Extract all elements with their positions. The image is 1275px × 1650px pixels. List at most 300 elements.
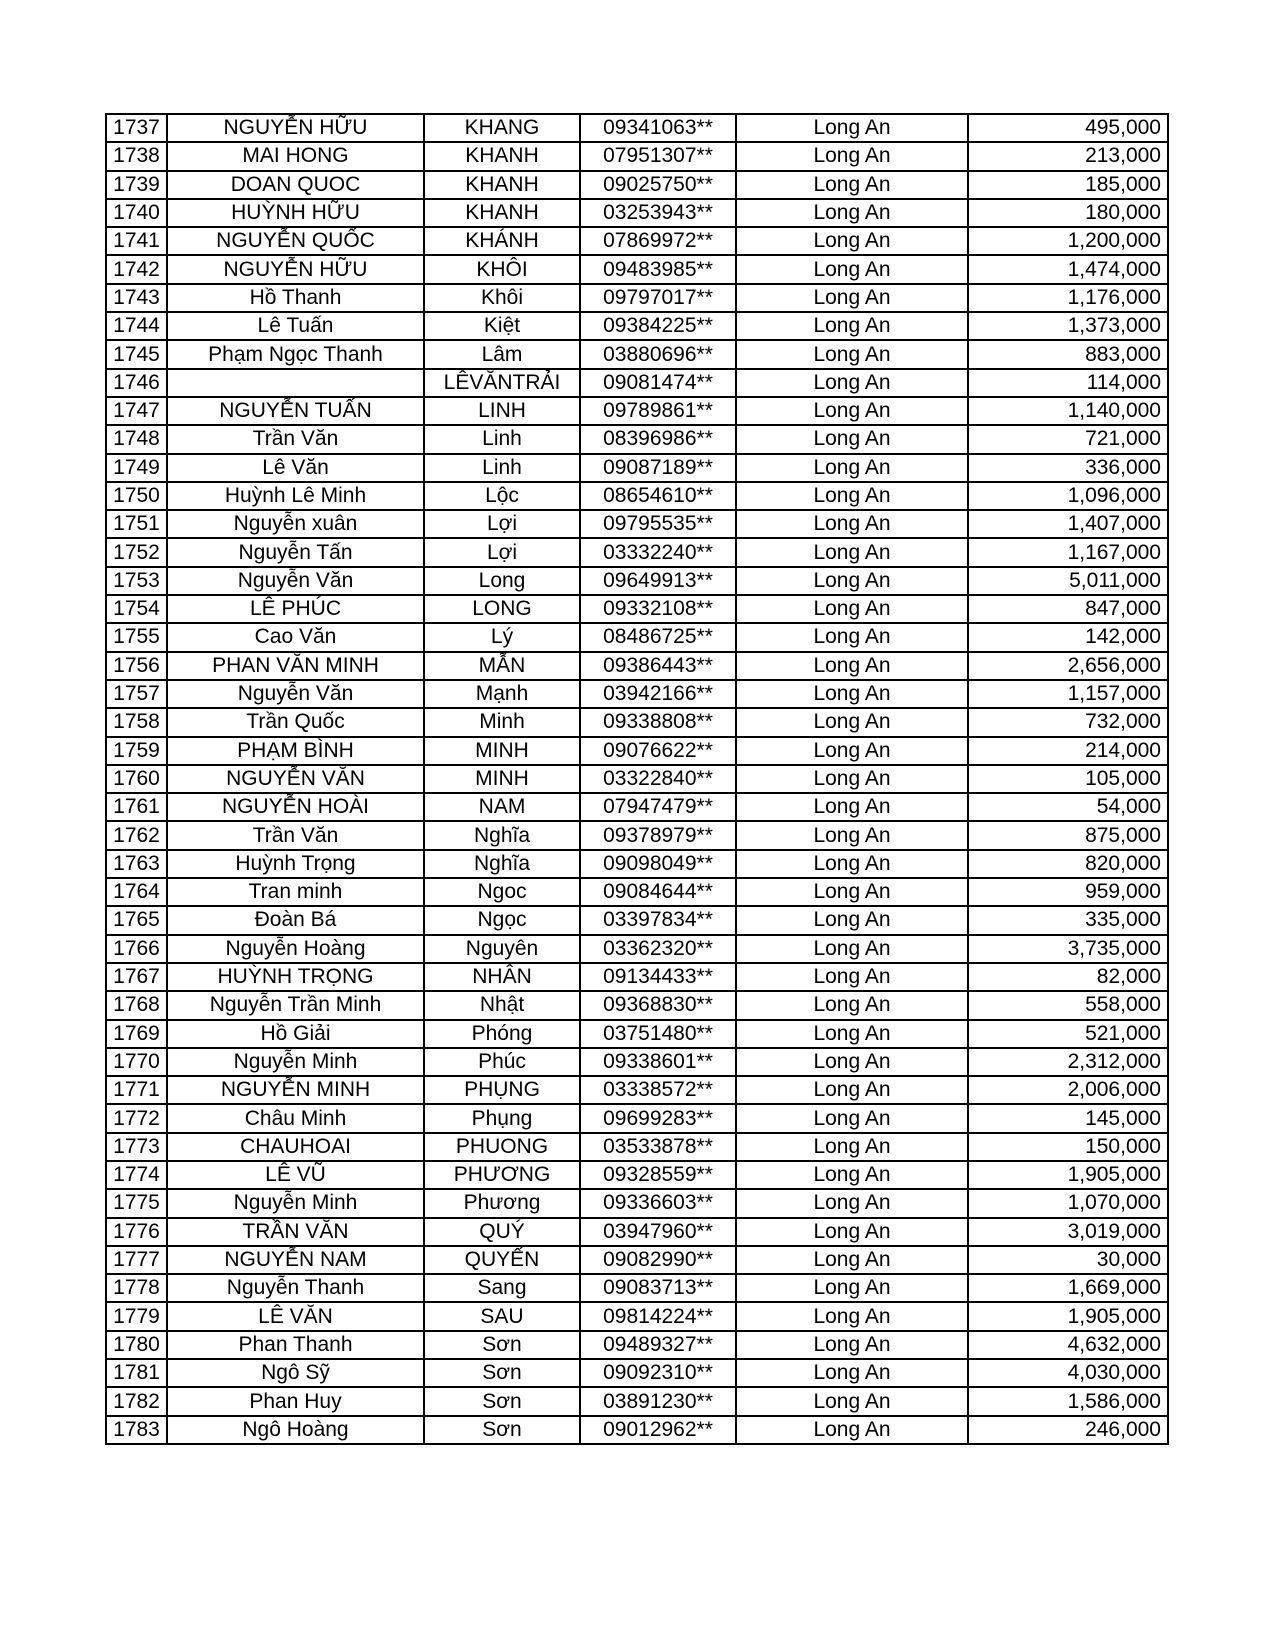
- family-name-cell: Phan Huy: [167, 1387, 424, 1415]
- family-name-cell: Lê Tuấn: [167, 312, 424, 340]
- province-cell: Long An: [736, 1020, 968, 1048]
- given-name-cell: Linh: [424, 454, 580, 482]
- amount-cell: 335,000: [968, 906, 1168, 934]
- province-cell: Long An: [736, 1133, 968, 1161]
- province-cell: Long An: [736, 1218, 968, 1246]
- province-cell: Long An: [736, 171, 968, 199]
- province-cell: Long An: [736, 1416, 968, 1444]
- amount-cell: 847,000: [968, 595, 1168, 623]
- phone-cell: 09025750**: [580, 171, 736, 199]
- row-number-cell: 1739: [106, 171, 167, 199]
- given-name-cell: Sơn: [424, 1387, 580, 1415]
- province-cell: Long An: [736, 652, 968, 680]
- phone-cell: 03253943**: [580, 199, 736, 227]
- row-number-cell: 1748: [106, 425, 167, 453]
- province-cell: Long An: [736, 850, 968, 878]
- table-row: [106, 1302, 1168, 1330]
- row-number-cell: 1750: [106, 482, 167, 510]
- family-name-cell: MAI HONG: [167, 142, 424, 170]
- table-row: [106, 340, 1168, 368]
- phone-cell: 09338601**: [580, 1048, 736, 1076]
- province-cell: Long An: [736, 793, 968, 821]
- province-cell: Long An: [736, 595, 968, 623]
- family-name-cell: HUỲNH TRỌNG: [167, 963, 424, 991]
- given-name-cell: PHƯƠNG: [424, 1161, 580, 1189]
- phone-cell: 09336603**: [580, 1189, 736, 1217]
- table-row: [106, 142, 1168, 170]
- given-name-cell: Phương: [424, 1189, 580, 1217]
- table-row: [106, 1246, 1168, 1274]
- row-number-cell: 1764: [106, 878, 167, 906]
- phone-cell: 03880696**: [580, 340, 736, 368]
- table-row: [106, 312, 1168, 340]
- table-row: [106, 1076, 1168, 1104]
- family-name-cell: Lê Văn: [167, 454, 424, 482]
- phone-cell: 09368830**: [580, 991, 736, 1019]
- amount-cell: 721,000: [968, 425, 1168, 453]
- family-name-cell: Nguyễn Minh: [167, 1189, 424, 1217]
- family-name-cell: Nguyễn xuân: [167, 510, 424, 538]
- row-number-cell: 1767: [106, 963, 167, 991]
- given-name-cell: LÊVĂNTRẢI: [424, 369, 580, 397]
- amount-cell: 82,000: [968, 963, 1168, 991]
- phone-cell: 09134433**: [580, 963, 736, 991]
- row-number-cell: 1741: [106, 227, 167, 255]
- given-name-cell: Phúc: [424, 1048, 580, 1076]
- row-number-cell: 1752: [106, 538, 167, 566]
- row-number-cell: 1781: [106, 1359, 167, 1387]
- given-name-cell: KHÁNH: [424, 227, 580, 255]
- phone-cell: 09814224**: [580, 1302, 736, 1330]
- province-cell: Long An: [736, 142, 968, 170]
- table-row: [106, 397, 1168, 425]
- family-name-cell: Phan Thanh: [167, 1331, 424, 1359]
- row-number-cell: 1740: [106, 199, 167, 227]
- amount-cell: 4,030,000: [968, 1359, 1168, 1387]
- amount-cell: 5,011,000: [968, 567, 1168, 595]
- given-name-cell: KHANH: [424, 171, 580, 199]
- row-number-cell: 1749: [106, 454, 167, 482]
- phone-cell: 09332108**: [580, 595, 736, 623]
- phone-cell: 09084644**: [580, 878, 736, 906]
- family-name-cell: Nguyễn Minh: [167, 1048, 424, 1076]
- family-name-cell: Nguyễn Hoàng: [167, 935, 424, 963]
- table-row: [106, 199, 1168, 227]
- amount-cell: 213,000: [968, 142, 1168, 170]
- province-cell: Long An: [736, 397, 968, 425]
- phone-cell: 09012962**: [580, 1416, 736, 1444]
- family-name-cell: Trần Quốc: [167, 708, 424, 736]
- row-number-cell: 1770: [106, 1048, 167, 1076]
- row-number-cell: 1780: [106, 1331, 167, 1359]
- family-name-cell: NGUYỄN HOÀI: [167, 793, 424, 821]
- family-name-cell: NGUYỄN HỮU: [167, 255, 424, 283]
- amount-cell: 4,632,000: [968, 1331, 1168, 1359]
- amount-cell: 1,373,000: [968, 312, 1168, 340]
- phone-cell: 09098049**: [580, 850, 736, 878]
- table-row: [106, 114, 1168, 142]
- given-name-cell: Linh: [424, 425, 580, 453]
- province-cell: Long An: [736, 765, 968, 793]
- given-name-cell: Mạnh: [424, 680, 580, 708]
- phone-cell: 03942166**: [580, 680, 736, 708]
- family-name-cell: Huỳnh Trọng: [167, 850, 424, 878]
- row-number-cell: 1782: [106, 1387, 167, 1415]
- given-name-cell: Phóng: [424, 1020, 580, 1048]
- amount-cell: 336,000: [968, 454, 1168, 482]
- family-name-cell: NGUYỄN MINH: [167, 1076, 424, 1104]
- province-cell: Long An: [736, 340, 968, 368]
- row-number-cell: 1743: [106, 284, 167, 312]
- province-cell: Long An: [736, 312, 968, 340]
- given-name-cell: MẪN: [424, 652, 580, 680]
- family-name-cell: Nguyễn Văn: [167, 680, 424, 708]
- table-row: [106, 878, 1168, 906]
- province-cell: Long An: [736, 963, 968, 991]
- family-name-cell: LÊ PHÚC: [167, 595, 424, 623]
- family-name-cell: Đoàn Bá: [167, 906, 424, 934]
- table-row: [106, 369, 1168, 397]
- amount-cell: 1,096,000: [968, 482, 1168, 510]
- given-name-cell: NHÂN: [424, 963, 580, 991]
- province-cell: Long An: [736, 1104, 968, 1132]
- table-row: [106, 737, 1168, 765]
- given-name-cell: Khôi: [424, 284, 580, 312]
- table-row: [106, 1359, 1168, 1387]
- table-row: [106, 991, 1168, 1019]
- given-name-cell: Lộc: [424, 482, 580, 510]
- family-name-cell: Hồ Giải: [167, 1020, 424, 1048]
- table-row: [106, 510, 1168, 538]
- phone-cell: 09092310**: [580, 1359, 736, 1387]
- given-name-cell: Sơn: [424, 1416, 580, 1444]
- province-cell: Long An: [736, 1302, 968, 1330]
- amount-cell: 105,000: [968, 765, 1168, 793]
- row-number-cell: 1760: [106, 765, 167, 793]
- province-cell: Long An: [736, 114, 968, 142]
- province-cell: Long An: [736, 878, 968, 906]
- phone-cell: 03891230**: [580, 1387, 736, 1415]
- table-row: [106, 1020, 1168, 1048]
- table-row: [106, 623, 1168, 651]
- table-row: [106, 1104, 1168, 1132]
- row-number-cell: 1738: [106, 142, 167, 170]
- row-number-cell: 1772: [106, 1104, 167, 1132]
- row-number-cell: 1758: [106, 708, 167, 736]
- phone-cell: 03338572**: [580, 1076, 736, 1104]
- given-name-cell: Lý: [424, 623, 580, 651]
- table-row: [106, 171, 1168, 199]
- province-cell: Long An: [736, 199, 968, 227]
- table-row: [106, 284, 1168, 312]
- given-name-cell: LINH: [424, 397, 580, 425]
- row-number-cell: 1769: [106, 1020, 167, 1048]
- given-name-cell: Minh: [424, 708, 580, 736]
- province-cell: Long An: [736, 1387, 968, 1415]
- row-number-cell: 1766: [106, 935, 167, 963]
- table-row: [106, 227, 1168, 255]
- amount-cell: 150,000: [968, 1133, 1168, 1161]
- amount-cell: 3,735,000: [968, 935, 1168, 963]
- phone-cell: 09378979**: [580, 821, 736, 849]
- province-cell: Long An: [736, 1331, 968, 1359]
- given-name-cell: KHANH: [424, 199, 580, 227]
- amount-cell: 246,000: [968, 1416, 1168, 1444]
- row-number-cell: 1756: [106, 652, 167, 680]
- family-name-cell: TRẦN VĂN: [167, 1218, 424, 1246]
- family-name-cell: Tran minh: [167, 878, 424, 906]
- table-row: [106, 1189, 1168, 1217]
- table-row: [106, 935, 1168, 963]
- amount-cell: 1,474,000: [968, 255, 1168, 283]
- family-name-cell: NGUYỄN HỮU: [167, 114, 424, 142]
- table-row: [106, 255, 1168, 283]
- amount-cell: 2,656,000: [968, 652, 1168, 680]
- phone-cell: 03397834**: [580, 906, 736, 934]
- province-cell: Long An: [736, 1189, 968, 1217]
- family-name-cell: Trần Văn: [167, 425, 424, 453]
- table-row: [106, 1048, 1168, 1076]
- province-cell: Long An: [736, 567, 968, 595]
- given-name-cell: Sang: [424, 1274, 580, 1302]
- phone-cell: 09384225**: [580, 312, 736, 340]
- phone-cell: 09083713**: [580, 1274, 736, 1302]
- family-name-cell: [167, 369, 424, 397]
- province-cell: Long An: [736, 708, 968, 736]
- amount-cell: 142,000: [968, 623, 1168, 651]
- phone-cell: 03947960**: [580, 1218, 736, 1246]
- given-name-cell: SAU: [424, 1302, 580, 1330]
- row-number-cell: 1776: [106, 1218, 167, 1246]
- phone-cell: 09483985**: [580, 255, 736, 283]
- row-number-cell: 1759: [106, 737, 167, 765]
- amount-cell: 1,586,000: [968, 1387, 1168, 1415]
- given-name-cell: Nghĩa: [424, 821, 580, 849]
- amount-cell: 1,140,000: [968, 397, 1168, 425]
- family-name-cell: Nguyễn Văn: [167, 567, 424, 595]
- row-number-cell: 1737: [106, 114, 167, 142]
- phone-cell: 09795535**: [580, 510, 736, 538]
- given-name-cell: Lâm: [424, 340, 580, 368]
- given-name-cell: Kiệt: [424, 312, 580, 340]
- province-cell: Long An: [736, 1076, 968, 1104]
- amount-cell: 959,000: [968, 878, 1168, 906]
- row-number-cell: 1744: [106, 312, 167, 340]
- amount-cell: 214,000: [968, 737, 1168, 765]
- amount-cell: 1,200,000: [968, 227, 1168, 255]
- row-number-cell: 1768: [106, 991, 167, 1019]
- table-row: [106, 1274, 1168, 1302]
- province-cell: Long An: [736, 906, 968, 934]
- row-number-cell: 1778: [106, 1274, 167, 1302]
- table-row: [106, 680, 1168, 708]
- table-row: [106, 1133, 1168, 1161]
- row-number-cell: 1761: [106, 793, 167, 821]
- family-name-cell: Hồ Thanh: [167, 284, 424, 312]
- amount-cell: 145,000: [968, 1104, 1168, 1132]
- province-cell: Long An: [736, 454, 968, 482]
- phone-cell: 03362320**: [580, 935, 736, 963]
- table-row: [106, 850, 1168, 878]
- row-number-cell: 1755: [106, 623, 167, 651]
- province-cell: Long An: [736, 680, 968, 708]
- family-name-cell: Cao Văn: [167, 623, 424, 651]
- given-name-cell: NAM: [424, 793, 580, 821]
- given-name-cell: Nhật: [424, 991, 580, 1019]
- amount-cell: 732,000: [968, 708, 1168, 736]
- family-name-cell: CHAUHOAI: [167, 1133, 424, 1161]
- table-row: [106, 765, 1168, 793]
- row-number-cell: 1779: [106, 1302, 167, 1330]
- amount-cell: 1,176,000: [968, 284, 1168, 312]
- family-name-cell: NGUYỄN NAM: [167, 1246, 424, 1274]
- family-name-cell: NGUYỄN QUỐC: [167, 227, 424, 255]
- family-name-cell: Ngô Hoàng: [167, 1416, 424, 1444]
- table-row: [106, 595, 1168, 623]
- family-name-cell: NGUYỄN VĂN: [167, 765, 424, 793]
- row-number-cell: 1763: [106, 850, 167, 878]
- table-row: [106, 708, 1168, 736]
- given-name-cell: Long: [424, 567, 580, 595]
- province-cell: Long An: [736, 1048, 968, 1076]
- family-name-cell: LÊ VĂN: [167, 1302, 424, 1330]
- row-number-cell: 1777: [106, 1246, 167, 1274]
- given-name-cell: Lợi: [424, 538, 580, 566]
- phone-cell: 09489327**: [580, 1331, 736, 1359]
- table-row: [106, 652, 1168, 680]
- table-row: [106, 1218, 1168, 1246]
- given-name-cell: Ngoc: [424, 878, 580, 906]
- amount-cell: 30,000: [968, 1246, 1168, 1274]
- amount-cell: 114,000: [968, 369, 1168, 397]
- amount-cell: 521,000: [968, 1020, 1168, 1048]
- given-name-cell: KHANG: [424, 114, 580, 142]
- amount-cell: 54,000: [968, 793, 1168, 821]
- family-name-cell: Nguyễn Tấn: [167, 538, 424, 566]
- family-name-cell: Nguyễn Trần Minh: [167, 991, 424, 1019]
- phone-cell: 03751480**: [580, 1020, 736, 1048]
- row-number-cell: 1775: [106, 1189, 167, 1217]
- province-cell: Long An: [736, 935, 968, 963]
- table-row: [106, 821, 1168, 849]
- amount-cell: 820,000: [968, 850, 1168, 878]
- phone-cell: 09341063**: [580, 114, 736, 142]
- province-cell: Long An: [736, 1246, 968, 1274]
- row-number-cell: 1753: [106, 567, 167, 595]
- amount-cell: 1,070,000: [968, 1189, 1168, 1217]
- amount-cell: 1,669,000: [968, 1274, 1168, 1302]
- family-name-cell: DOAN QUOC: [167, 171, 424, 199]
- given-name-cell: Sơn: [424, 1331, 580, 1359]
- province-cell: Long An: [736, 1274, 968, 1302]
- phone-cell: 09082990**: [580, 1246, 736, 1274]
- phone-cell: 09076622**: [580, 737, 736, 765]
- phone-cell: 07947479**: [580, 793, 736, 821]
- province-cell: Long An: [736, 737, 968, 765]
- given-name-cell: MINH: [424, 737, 580, 765]
- row-number-cell: 1762: [106, 821, 167, 849]
- row-number-cell: 1747: [106, 397, 167, 425]
- table-body: [106, 114, 1168, 1444]
- phone-cell: 09338808**: [580, 708, 736, 736]
- given-name-cell: QUÝ: [424, 1218, 580, 1246]
- province-cell: Long An: [736, 821, 968, 849]
- family-name-cell: PHẠM BÌNH: [167, 737, 424, 765]
- family-name-cell: HUỲNH HỮU: [167, 199, 424, 227]
- phone-cell: 09386443**: [580, 652, 736, 680]
- table-row: [106, 793, 1168, 821]
- given-name-cell: Sơn: [424, 1359, 580, 1387]
- family-name-cell: Nguyễn Thanh: [167, 1274, 424, 1302]
- phone-cell: 08396986**: [580, 425, 736, 453]
- province-cell: Long An: [736, 284, 968, 312]
- amount-cell: 180,000: [968, 199, 1168, 227]
- amount-cell: 495,000: [968, 114, 1168, 142]
- phone-cell: 09699283**: [580, 1104, 736, 1132]
- table-row: [106, 454, 1168, 482]
- amount-cell: 875,000: [968, 821, 1168, 849]
- given-name-cell: Lợi: [424, 510, 580, 538]
- row-number-cell: 1754: [106, 595, 167, 623]
- province-cell: Long An: [736, 623, 968, 651]
- phone-cell: 08654610**: [580, 482, 736, 510]
- family-name-cell: Phạm Ngọc Thanh: [167, 340, 424, 368]
- recipient-table: [105, 113, 1169, 1445]
- row-number-cell: 1765: [106, 906, 167, 934]
- amount-cell: 2,006,000: [968, 1076, 1168, 1104]
- table-row: [106, 906, 1168, 934]
- family-name-cell: NGUYỄN TUẤN: [167, 397, 424, 425]
- province-cell: Long An: [736, 538, 968, 566]
- table-row: [106, 1416, 1168, 1444]
- row-number-cell: 1774: [106, 1161, 167, 1189]
- given-name-cell: MINH: [424, 765, 580, 793]
- amount-cell: 1,167,000: [968, 538, 1168, 566]
- amount-cell: 1,905,000: [968, 1302, 1168, 1330]
- amount-cell: 1,157,000: [968, 680, 1168, 708]
- row-number-cell: 1783: [106, 1416, 167, 1444]
- table-row: [106, 482, 1168, 510]
- given-name-cell: LONG: [424, 595, 580, 623]
- given-name-cell: Ngọc: [424, 906, 580, 934]
- province-cell: Long An: [736, 510, 968, 538]
- row-number-cell: 1771: [106, 1076, 167, 1104]
- table-row: [106, 425, 1168, 453]
- phone-cell: 03332240**: [580, 538, 736, 566]
- phone-cell: 09328559**: [580, 1161, 736, 1189]
- amount-cell: 1,407,000: [968, 510, 1168, 538]
- table-row: [106, 1331, 1168, 1359]
- province-cell: Long An: [736, 227, 968, 255]
- province-cell: Long An: [736, 255, 968, 283]
- given-name-cell: Phụng: [424, 1104, 580, 1132]
- family-name-cell: LÊ VŨ: [167, 1161, 424, 1189]
- family-name-cell: Huỳnh Lê Minh: [167, 482, 424, 510]
- row-number-cell: 1757: [106, 680, 167, 708]
- phone-cell: 09081474**: [580, 369, 736, 397]
- family-name-cell: Ngô Sỹ: [167, 1359, 424, 1387]
- family-name-cell: Châu Minh: [167, 1104, 424, 1132]
- phone-cell: 03533878**: [580, 1133, 736, 1161]
- phone-cell: 03322840**: [580, 765, 736, 793]
- table-row: [106, 1161, 1168, 1189]
- table-row: [106, 963, 1168, 991]
- amount-cell: 2,312,000: [968, 1048, 1168, 1076]
- province-cell: Long An: [736, 369, 968, 397]
- given-name-cell: KHÔI: [424, 255, 580, 283]
- row-number-cell: 1773: [106, 1133, 167, 1161]
- province-cell: Long An: [736, 991, 968, 1019]
